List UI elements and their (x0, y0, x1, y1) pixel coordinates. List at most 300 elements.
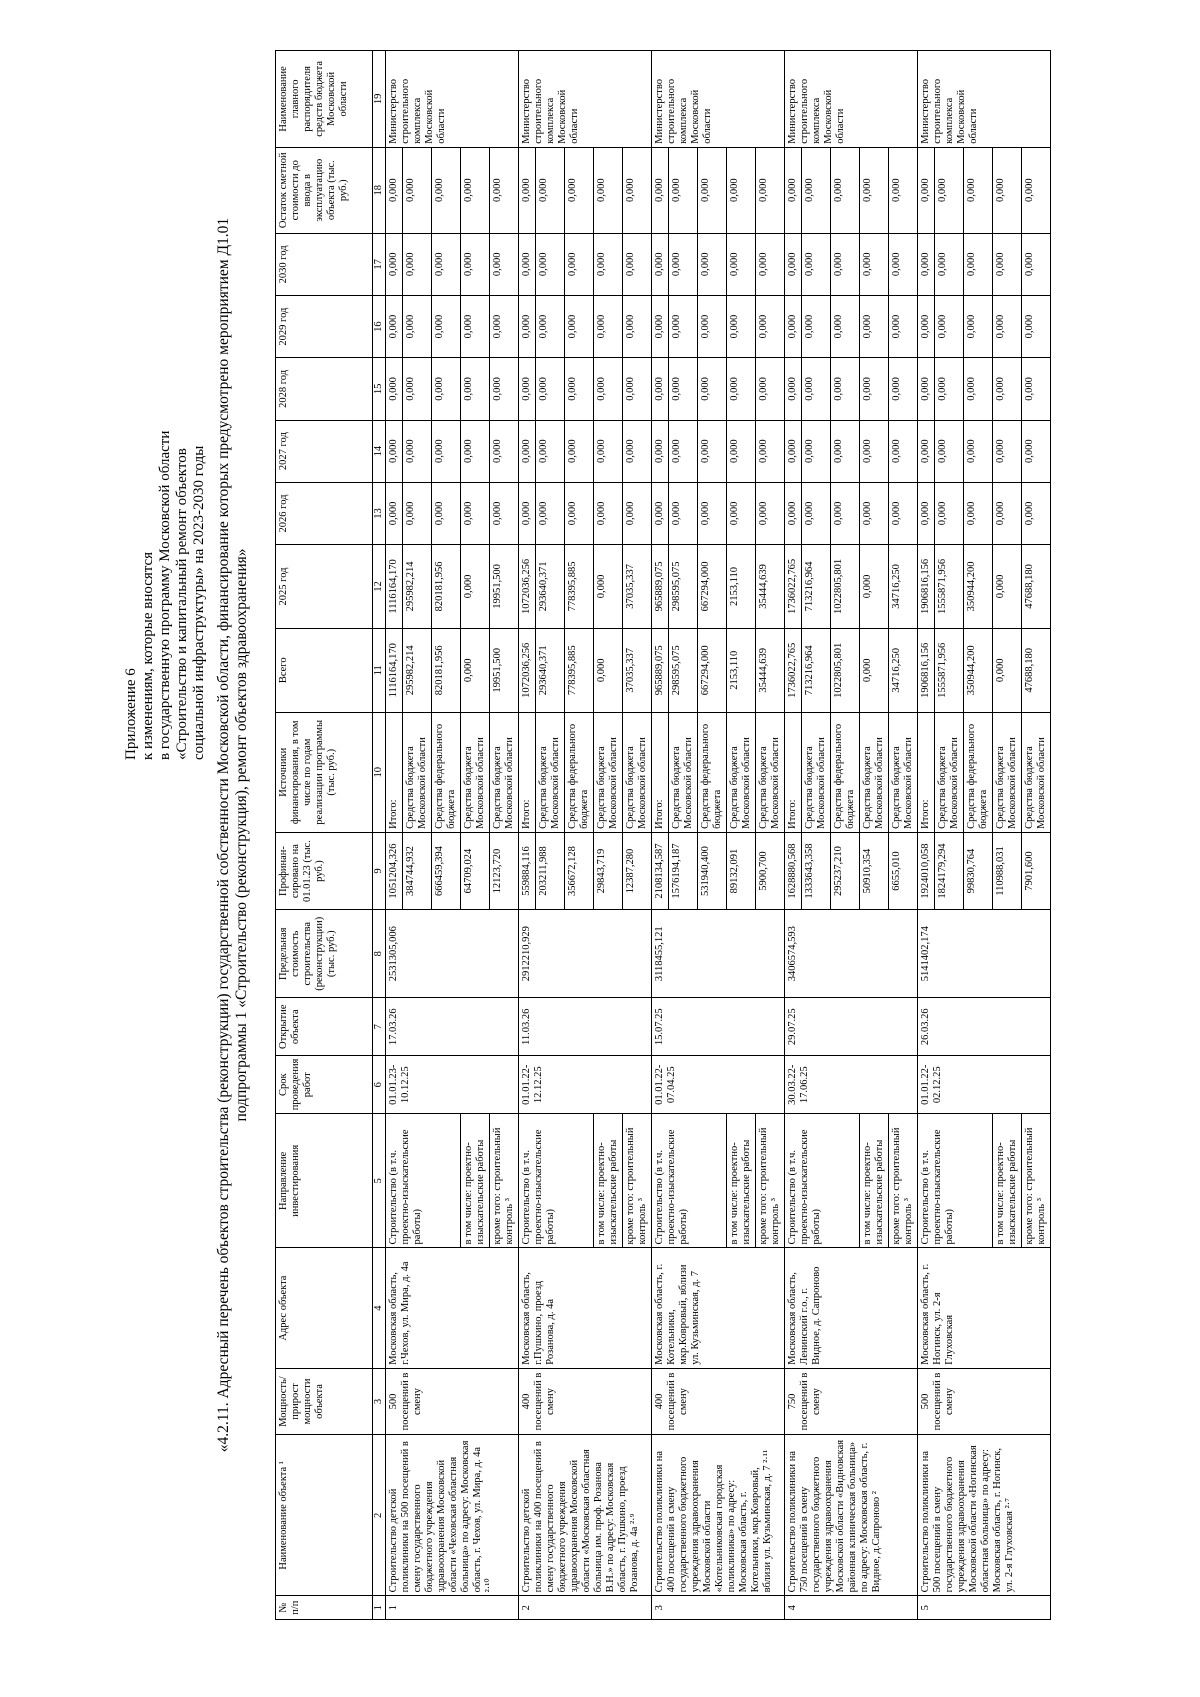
cost-limit: 2531305,006 (386, 910, 519, 998)
amount-cell: 0,000 (756, 358, 785, 420)
column-number: 17 (373, 233, 386, 295)
amount-cell: 0,000 (831, 147, 860, 233)
column-header: Срок проведения работ (276, 1056, 373, 1114)
budget-manager: Министерство строительного комплекса Московской области (785, 51, 918, 148)
investment-direction: кроме того: строительный контроль ³ (889, 1114, 918, 1248)
object-number: 2 (519, 1596, 652, 1620)
funding-source: Итого: (918, 712, 935, 832)
amount-cell: 0,000 (935, 233, 964, 295)
amount-cell: 1022805,801 (831, 545, 860, 629)
amount-cell: 0,000 (918, 233, 935, 295)
amount-cell: 0,000 (889, 295, 918, 357)
amount-cell: 0,000 (623, 358, 652, 420)
column-number: 5 (373, 1114, 386, 1248)
amount-cell: 0,000 (993, 295, 1022, 357)
amount-cell: 559884,116 (519, 832, 536, 909)
amount-cell: 0,000 (461, 358, 490, 420)
amount-cell: 0,000 (727, 233, 756, 295)
amount-cell: 0,000 (993, 147, 1022, 233)
amount-cell: 0,000 (565, 482, 594, 544)
object-capacity: 500 посещений в смену (918, 1368, 1051, 1435)
caption-line-2: подпрограммы 1 «Строительство (реконструкция), ремонт объектов здравоохранения» (233, 548, 250, 1122)
funding-source: Средства федерального бюджета (432, 712, 461, 832)
amount-cell: 0,000 (519, 147, 536, 233)
amount-cell: 0,000 (519, 233, 536, 295)
object-name: Строительство детской поликлиники на 500 посещений в смену государственного бюджетного учреждения здравоохранения Московской области «Чеховская областная больница» по адресу: Московская область, г. Чехов, ул. Мира, д. 4а ²·¹⁰ (386, 1435, 519, 1596)
amount-cell: 0,000 (785, 358, 802, 420)
amount-cell: 350944,200 (964, 545, 993, 629)
amount-cell: 0,000 (756, 420, 785, 482)
amount-cell: 0,000 (594, 628, 623, 712)
amount-cell: 29843,719 (594, 832, 623, 909)
amount-cell: 1924010,058 (918, 832, 935, 909)
amount-cell: 0,000 (461, 295, 490, 357)
amount-cell: 0,000 (669, 358, 698, 420)
appendix-header (123, 240, 208, 760)
amount-cell: 1736022,765 (785, 545, 802, 629)
amount-cell: 0,000 (669, 420, 698, 482)
opening-date: 29.07.25 (785, 998, 918, 1056)
object-name: Строительство поликлиники на 750 посещений в смену государственного бюджетного учреждения здравоохранения Московской области «Видновская районная клиническая больница» по адресу: Московская область, г. Видное, д.Сапроново ² (785, 1435, 918, 1596)
table-body (373, 51, 1051, 1620)
investment-direction: Строительство (в т.ч. проектно-изыскательские работы) (652, 1114, 727, 1248)
investment-direction: в том числе: проектно-изыскательские работы (727, 1114, 756, 1248)
amount-cell: 666459,394 (432, 832, 461, 909)
column-number: 14 (373, 420, 386, 482)
amount-cell: 35444,639 (756, 628, 785, 712)
amount-cell: 0,000 (831, 482, 860, 544)
amount-cell: 0,000 (993, 233, 1022, 295)
amount-cell: 0,000 (536, 482, 565, 544)
investment-direction: кроме того: строительный контроль ³ (756, 1114, 785, 1248)
amount-cell: 0,000 (860, 147, 889, 233)
amount-cell: 0,000 (698, 420, 727, 482)
amount-cell: 0,000 (403, 295, 432, 357)
amount-cell: 0,000 (594, 482, 623, 544)
amount-cell: 0,000 (889, 420, 918, 482)
amount-cell: 820181,956 (432, 628, 461, 712)
table-row (785, 51, 802, 1620)
column-header: Наименование главного распорядителя средств бюджета Московской области (276, 51, 373, 148)
funding-source: Итого: (652, 712, 669, 832)
amount-cell: 295982,214 (403, 545, 432, 629)
amount-cell: 0,000 (802, 147, 831, 233)
amount-cell: 0,000 (669, 482, 698, 544)
amount-cell: 2153,110 (727, 628, 756, 712)
amount-cell: 0,000 (536, 358, 565, 420)
amount-cell: 35444,639 (756, 545, 785, 629)
table-row (918, 51, 935, 1620)
amount-cell: 0,000 (623, 233, 652, 295)
amount-cell: 0,000 (964, 295, 993, 357)
object-address: Московская область, г. Котельники, мкр.Ковровый, вблизи ул. Кузьминская, д. 7 (652, 1248, 785, 1368)
amount-cell: 0,000 (831, 295, 860, 357)
opening-date: 11.03.26 (519, 998, 652, 1056)
object-name: Строительство поликлиники на 400 посещений в смену государственного бюджетного учреждения здравоохранения Московской области «Котельниковская городская поликлиника» по адресу: Московская область, г. Котельники, мкр.Ковровый, вблизи ул. Кузьминская, д. 7 ²·¹¹ (652, 1435, 785, 1596)
table-row (519, 51, 536, 1620)
funding-source: Средства бюджета Московской области (536, 712, 565, 832)
amount-cell: 0,000 (669, 233, 698, 295)
column-header: Адрес объекта (276, 1248, 373, 1368)
amount-cell: 1333643,358 (802, 832, 831, 909)
amount-cell: 0,000 (594, 545, 623, 629)
work-period: 30.03.22-17.06.25 (785, 1056, 918, 1114)
appendix-line: к изменениям, которые вносятся (140, 551, 156, 760)
amount-cell: 0,000 (652, 482, 669, 544)
cost-limit: 2912210,929 (519, 910, 652, 998)
amount-cell: 1576194,187 (669, 832, 698, 909)
amount-cell: 0,000 (727, 295, 756, 357)
amount-cell: 0,000 (698, 482, 727, 544)
amount-cell: 203211,988 (536, 832, 565, 909)
column-header: Открытие объекта (276, 998, 373, 1056)
amount-cell: 0,000 (860, 545, 889, 629)
amount-cell: 0,000 (519, 420, 536, 482)
amount-cell: 0,000 (889, 233, 918, 295)
amount-cell: 0,000 (403, 358, 432, 420)
funding-source: Средства бюджета Московской области (727, 712, 756, 832)
table-row (386, 51, 403, 1620)
funding-source: Итого: (519, 712, 536, 832)
amount-cell: 0,000 (536, 295, 565, 357)
amount-cell: 0,000 (802, 358, 831, 420)
amount-cell: 0,000 (1022, 358, 1051, 420)
amount-cell: 293640,371 (536, 545, 565, 629)
amount-cell: 1736022,765 (785, 628, 802, 712)
amount-cell: 0,000 (964, 358, 993, 420)
amount-cell: 0,000 (432, 233, 461, 295)
amount-cell: 0,000 (432, 147, 461, 233)
object-address: Московская область, г.Пушкино, проезд Розанова, д. 4а (519, 1248, 652, 1368)
amount-cell: 293640,371 (536, 628, 565, 712)
amount-cell: 1555871,956 (935, 545, 964, 629)
amount-cell: 0,000 (490, 420, 519, 482)
amount-cell: 1824179,294 (935, 832, 964, 909)
amount-cell: 0,000 (993, 628, 1022, 712)
amount-cell: 0,000 (918, 295, 935, 357)
investment-direction: Строительство (в т.ч. проектно-изыскательские работы) (918, 1114, 993, 1248)
column-number: 9 (373, 832, 386, 909)
amount-cell: 0,000 (860, 358, 889, 420)
budget-manager: Министерство строительного комплекса Московской области (652, 51, 785, 148)
amount-cell: 0,000 (964, 420, 993, 482)
amount-cell: 0,000 (860, 420, 889, 482)
column-header: 2029 год (276, 295, 373, 357)
investment-direction: Строительство (в т.ч. проектно-изыскательские работы) (519, 1114, 594, 1248)
amount-cell: 6655,010 (889, 832, 918, 909)
object-address: Московская область, г.Чехов, ул. Мира, д. 4а (386, 1248, 519, 1368)
funding-source: Средства бюджета Московской области (594, 712, 623, 832)
amount-cell: 778395,885 (565, 545, 594, 629)
amount-cell: 0,000 (698, 295, 727, 357)
appendix-line: в государственную программу Московской области (157, 430, 173, 760)
investment-direction: Строительство (в т.ч. проектно-изыскательские работы) (785, 1114, 860, 1248)
amount-cell: 965889,075 (652, 545, 669, 629)
investment-direction: в том числе: проектно-изыскательские работы (993, 1114, 1022, 1248)
amount-cell: 0,000 (461, 147, 490, 233)
amount-cell: 0,000 (490, 295, 519, 357)
column-header: Остаток сметной стоимости до ввода в эксплуатацию объекта (тыс. руб.) (276, 147, 373, 233)
amount-cell: 47688,180 (1022, 545, 1051, 629)
amount-cell: 0,000 (964, 233, 993, 295)
investment-direction: кроме того: строительный контроль ³ (623, 1114, 652, 1248)
amount-cell: 0,000 (1022, 482, 1051, 544)
funding-source: Средства федерального бюджета (831, 712, 860, 832)
amount-cell: 0,000 (565, 233, 594, 295)
column-header: Направление инвестирования (276, 1114, 373, 1248)
amount-cell: 0,000 (386, 233, 403, 295)
amount-cell: 0,000 (698, 358, 727, 420)
amount-cell: 0,000 (594, 358, 623, 420)
amount-cell: 12387,280 (623, 832, 652, 909)
amount-cell: 0,000 (860, 295, 889, 357)
amount-cell: 0,000 (594, 147, 623, 233)
amount-cell: 0,000 (461, 420, 490, 482)
amount-cell: 0,000 (490, 233, 519, 295)
funding-source: Средства бюджета Московской области (860, 712, 889, 832)
amount-cell: 0,000 (461, 482, 490, 544)
budget-manager: Министерство строительного комплекса Московской области (519, 51, 652, 148)
amount-cell: 1116164,170 (386, 628, 403, 712)
amount-cell: 2108134,587 (652, 832, 669, 909)
amount-cell: 0,000 (802, 233, 831, 295)
amount-cell: 295237,210 (831, 832, 860, 909)
amount-cell: 0,000 (993, 482, 1022, 544)
table-row (652, 51, 669, 1620)
column-number: 19 (373, 51, 386, 148)
amount-cell: 0,000 (490, 358, 519, 420)
document-page (85, 30, 1135, 1640)
column-header: 2026 год (276, 482, 373, 544)
amount-cell: 0,000 (594, 295, 623, 357)
amount-cell: 0,000 (964, 147, 993, 233)
investment-direction: кроме того: строительный контроль ³ (1022, 1114, 1051, 1248)
amount-cell: 0,000 (831, 233, 860, 295)
amount-cell: 0,000 (386, 358, 403, 420)
amount-cell: 1116164,170 (386, 545, 403, 629)
column-number: 7 (373, 998, 386, 1056)
amount-cell: 0,000 (432, 482, 461, 544)
funding-source: Средства бюджета Московской области (1022, 712, 1051, 832)
column-header: Наименование объекта ¹ (276, 1435, 373, 1596)
amount-cell: 0,000 (594, 233, 623, 295)
amount-cell: 0,000 (802, 295, 831, 357)
amount-cell: 0,000 (652, 233, 669, 295)
object-number: 1 (386, 1596, 519, 1620)
amount-cell: 0,000 (623, 420, 652, 482)
amount-cell: 1022805,801 (831, 628, 860, 712)
amount-cell: 99830,764 (964, 832, 993, 909)
column-header: 2027 год (276, 420, 373, 482)
amount-cell: 0,000 (918, 420, 935, 482)
amount-cell: 0,000 (918, 482, 935, 544)
amount-cell: 0,000 (386, 147, 403, 233)
amount-cell: 12123,720 (490, 832, 519, 909)
amount-cell: 0,000 (1022, 420, 1051, 482)
amount-cell: 1906816,156 (918, 545, 935, 629)
column-number: 8 (373, 910, 386, 998)
column-header: Источники финансирования, в том числе по годам реализации программы (тыс. руб.) (276, 712, 373, 832)
column-number-row (373, 51, 386, 1620)
amount-cell: 64709,024 (461, 832, 490, 909)
funding-source: Средства бюджета Московской области (403, 712, 432, 832)
amount-cell: 0,000 (623, 482, 652, 544)
amount-cell: 0,000 (860, 628, 889, 712)
amount-cell: 0,000 (993, 358, 1022, 420)
funding-source: Средства бюджета Московской области (802, 712, 831, 832)
column-number: 16 (373, 295, 386, 357)
amount-cell: 47688,180 (1022, 628, 1051, 712)
amount-cell: 0,000 (403, 482, 432, 544)
amount-cell: 0,000 (461, 545, 490, 629)
amount-cell: 0,000 (785, 147, 802, 233)
investment-direction: в том числе: проектно-изыскательские работы (594, 1114, 623, 1248)
amount-cell: 0,000 (785, 420, 802, 482)
funding-source: Средства бюджета Московской области (889, 712, 918, 832)
amount-cell: 110988,031 (993, 832, 1022, 909)
amount-cell: 19951,500 (490, 628, 519, 712)
amount-cell: 0,000 (669, 147, 698, 233)
object-capacity: 500 посещений в смену (386, 1368, 519, 1435)
amount-cell: 0,000 (432, 295, 461, 357)
amount-cell: 1072036,256 (519, 628, 536, 712)
object-name: Строительство поликлиники на 500 посещений в смену государственного бюджетного учреждения здравоохранения Московской области «Ногинская областная больница» по адресу: Московская область, г. Ногинск, ул. 2-я Глуховская ²·⁷ (918, 1435, 1051, 1596)
column-header: Мощность/ прирост мощности объекта (276, 1368, 373, 1435)
amount-cell: 0,000 (565, 420, 594, 482)
funding-source: Средства бюджета Московской области (935, 712, 964, 832)
caption-line-1: «4.2.11. Адресный перечень объектов строительства (реконструкции) государственной собственности Московской области, финансирование которых предусмотрено мероприятием Д1.01 (215, 217, 232, 1453)
column-number: 15 (373, 358, 386, 420)
column-number: 6 (373, 1056, 386, 1114)
column-header: 2028 год (276, 358, 373, 420)
funding-source: Средства федерального бюджета (964, 712, 993, 832)
amount-cell: 0,000 (490, 482, 519, 544)
amount-cell: 778395,885 (565, 628, 594, 712)
column-header: Профинан-сировано на 01.01.23 (тыс. руб.) (276, 832, 373, 909)
budget-manager: Министерство строительного комплекса Московской области (918, 51, 1051, 148)
amount-cell: 0,000 (698, 147, 727, 233)
amount-cell: 0,000 (889, 358, 918, 420)
amount-cell: 0,000 (536, 233, 565, 295)
column-number: 12 (373, 545, 386, 629)
amount-cell: 0,000 (756, 147, 785, 233)
amount-cell: 820181,956 (432, 545, 461, 629)
funding-source: Средства бюджета Московской области (669, 712, 698, 832)
funding-source: Средства бюджета Московской области (756, 712, 785, 832)
appendix-line: социальной инфраструктуры» на 2023-2030 годы (191, 445, 207, 760)
budget-manager: Министерство строительного комплекса Московской области (386, 51, 519, 148)
amount-cell: 0,000 (727, 482, 756, 544)
amount-cell: 356672,128 (565, 832, 594, 909)
amount-cell: 0,000 (623, 147, 652, 233)
table-caption (215, 30, 251, 1640)
amount-cell: 0,000 (802, 482, 831, 544)
column-number: 4 (373, 1248, 386, 1368)
object-address: Московская область, г. Ногинск, ул. 2-я Глуховская (918, 1248, 1051, 1368)
amount-cell: 713216,964 (802, 545, 831, 629)
amount-cell: 667294,000 (698, 545, 727, 629)
opening-date: 15.07.25 (652, 998, 785, 1056)
amount-cell: 0,000 (756, 295, 785, 357)
amount-cell: 0,000 (565, 358, 594, 420)
amount-cell: 0,000 (727, 420, 756, 482)
amount-cell: 0,000 (565, 147, 594, 233)
column-header: Всего (276, 628, 373, 712)
column-number: 11 (373, 628, 386, 712)
funding-source: Средства бюджета Московской области (461, 712, 490, 832)
amount-cell: 0,000 (785, 233, 802, 295)
amount-cell: 0,000 (1022, 295, 1051, 357)
amount-cell: 0,000 (519, 295, 536, 357)
amount-cell: 0,000 (831, 358, 860, 420)
amount-cell: 0,000 (403, 420, 432, 482)
funding-source: Средства бюджета Московской области (490, 712, 519, 832)
amount-cell: 0,000 (727, 147, 756, 233)
amount-cell: 713216,964 (802, 628, 831, 712)
amount-cell: 0,000 (935, 358, 964, 420)
amount-cell: 89132,091 (727, 832, 756, 909)
object-capacity: 400 посещений в смену (519, 1368, 652, 1435)
column-header: 2025 год (276, 545, 373, 629)
amount-cell: 0,000 (490, 147, 519, 233)
amount-cell: 1906816,156 (918, 628, 935, 712)
amount-cell: 2153,110 (727, 545, 756, 629)
amount-cell: 0,000 (432, 358, 461, 420)
amount-cell: 0,000 (461, 233, 490, 295)
work-period: 01.01.22-02.12.25 (918, 1056, 1051, 1114)
cost-limit: 3406574,593 (785, 910, 918, 998)
amount-cell: 384744,932 (403, 832, 432, 909)
amount-cell: 0,000 (935, 482, 964, 544)
amount-cell: 34716,250 (889, 545, 918, 629)
amount-cell: 0,000 (1022, 147, 1051, 233)
amount-cell: 1628880,568 (785, 832, 802, 909)
address-list-table (275, 50, 1051, 1620)
amount-cell: 0,000 (652, 147, 669, 233)
work-period: 01.01.22-12.12.25 (519, 1056, 652, 1114)
amount-cell: 0,000 (935, 147, 964, 233)
amount-cell: 0,000 (964, 482, 993, 544)
investment-direction: кроме того: строительный контроль ³ (490, 1114, 519, 1248)
object-number: 3 (652, 1596, 785, 1620)
amount-cell: 34716,250 (889, 628, 918, 712)
amount-cell: 0,000 (918, 358, 935, 420)
amount-cell: 7901,600 (1022, 832, 1051, 909)
amount-cell: 0,000 (993, 420, 1022, 482)
funding-source: Итого: (386, 712, 403, 832)
amount-cell: 0,000 (386, 420, 403, 482)
amount-cell: 5900,700 (756, 832, 785, 909)
amount-cell: 0,000 (432, 420, 461, 482)
funding-source: Итого: (785, 712, 802, 832)
amount-cell: 0,000 (935, 420, 964, 482)
amount-cell: 0,000 (536, 420, 565, 482)
cost-limit: 3118455,121 (652, 910, 785, 998)
column-number: 18 (373, 147, 386, 233)
amount-cell: 0,000 (594, 420, 623, 482)
column-header: Предельная стоимость строительства (реконструкции) (тыс. руб.) (276, 910, 373, 998)
amount-cell: 531940,400 (698, 832, 727, 909)
amount-cell: 19951,500 (490, 545, 519, 629)
funding-source: Средства федерального бюджета (565, 712, 594, 832)
column-number: 2 (373, 1435, 386, 1596)
amount-cell: 0,000 (756, 482, 785, 544)
amount-cell: 350944,200 (964, 628, 993, 712)
amount-cell: 0,000 (623, 295, 652, 357)
amount-cell: 37035,337 (623, 545, 652, 629)
amount-cell: 0,000 (652, 295, 669, 357)
amount-cell: 0,000 (698, 233, 727, 295)
